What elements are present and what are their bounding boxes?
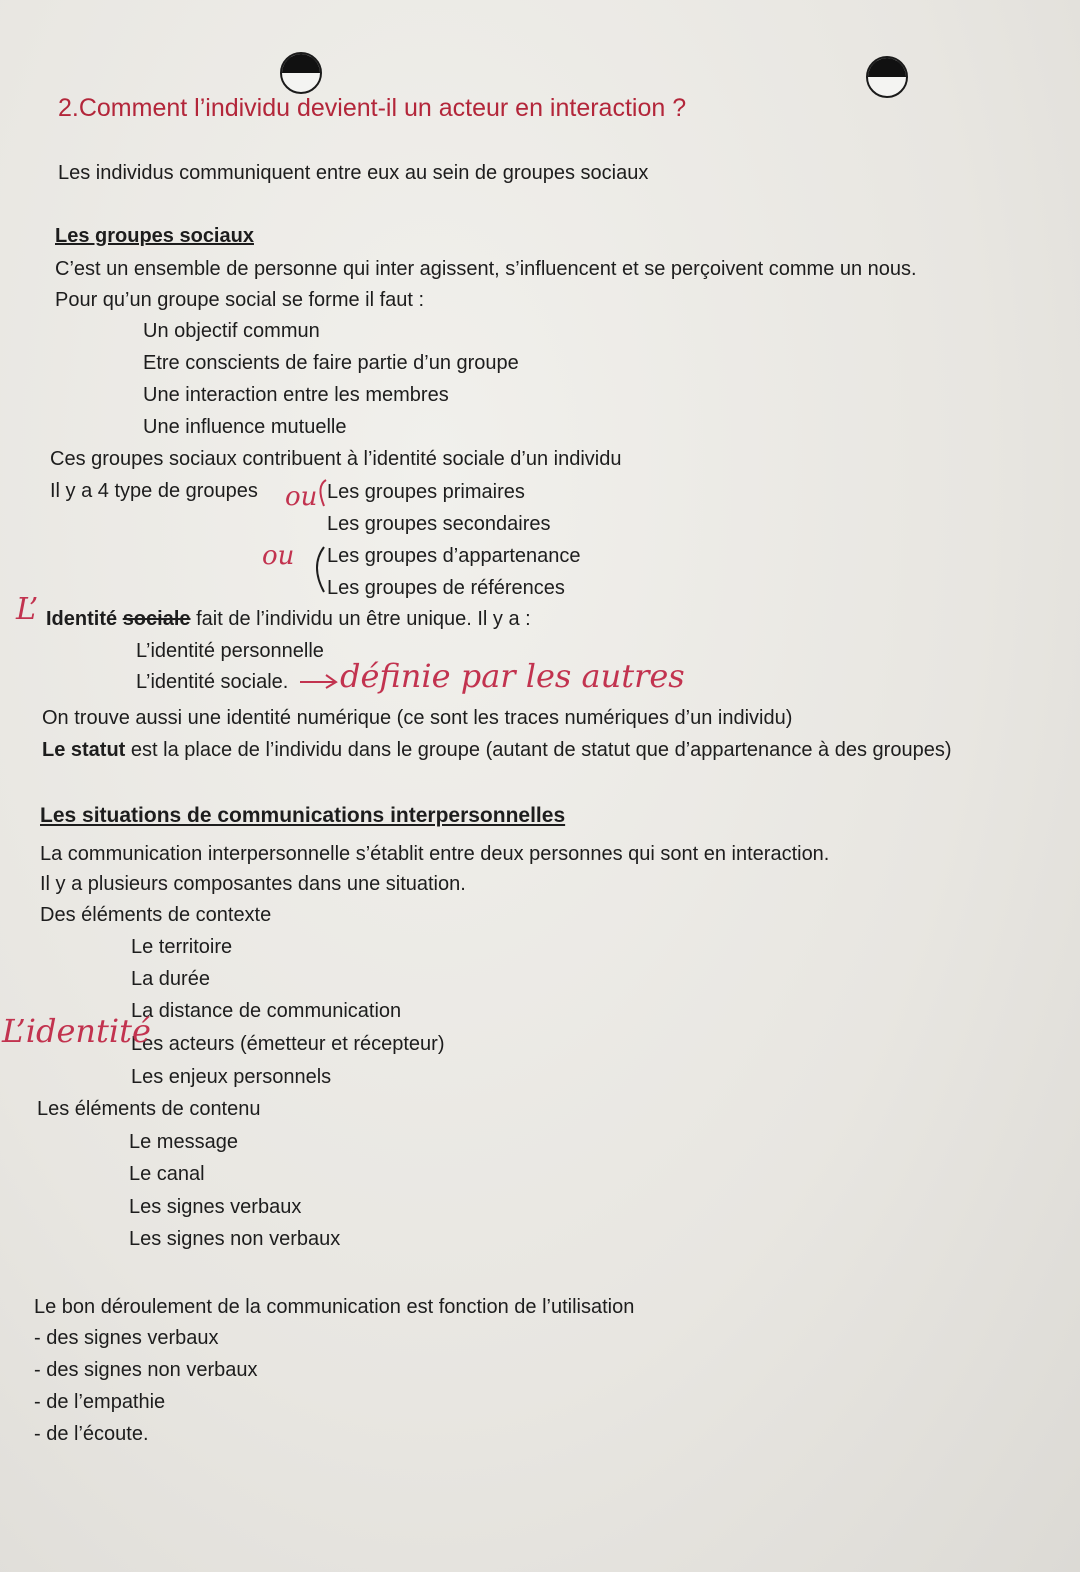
group-type-item: Les groupes d’appartenance (327, 545, 581, 567)
group-type-item: Les groupes de références (327, 577, 565, 599)
arrow-mark (298, 670, 340, 690)
communication-components: Il y a plusieurs composantes dans une situation. (40, 873, 466, 895)
context-intro: Des éléments de contexte (40, 904, 272, 926)
handwritten-definition: définie par les autres (340, 657, 685, 695)
content-item: Le message (129, 1131, 238, 1153)
punch-hole-right (866, 56, 908, 98)
factor-item: - de l’empathie (34, 1391, 166, 1413)
content-item: Les signes verbaux (129, 1196, 302, 1218)
identity-item: L’identité sociale. (136, 671, 289, 693)
handwritten-l-mark: L’ (16, 592, 39, 627)
content-intro: Les éléments de contenu (37, 1098, 261, 1120)
page-title: 2.Comment l’individu devient-il un acteur en interaction ? (58, 94, 687, 122)
identity-struck-word: sociale (122, 608, 191, 630)
bracket-mark-2 (306, 544, 328, 596)
identity-item: L’identité personnelle (136, 640, 324, 662)
communication-definition: La communication interpersonnelle s’établit entre deux personnes qui sont en interaction. (40, 843, 830, 865)
factor-item: - des signes non verbaux (34, 1359, 258, 1381)
context-item: La distance de communication (131, 1000, 402, 1022)
conditions-intro: Pour qu’un groupe social se forme il faut : (55, 289, 425, 311)
group-type-item: Les groupes primaires (327, 481, 525, 503)
types-intro: Il y a 4 type de groupes (50, 480, 258, 502)
bracket-mark-1 (310, 476, 330, 526)
condition-item: Un objectif commun (143, 320, 320, 342)
factor-item: - des signes verbaux (34, 1327, 219, 1349)
group-type-item: Les groupes secondaires (327, 513, 551, 535)
context-item: Le territoire (131, 936, 233, 958)
context-item: La durée (131, 968, 210, 990)
handwritten-ou-2: ou (262, 541, 295, 571)
context-item: Les acteurs (émetteur et récepteur) (131, 1033, 445, 1055)
status-line (42, 737, 951, 763)
condition-item: Etre conscients de faire partie d’un groupe (143, 352, 519, 374)
section-heading-groups: Les groupes sociaux (55, 225, 254, 247)
factor-item: - de l’écoute. (34, 1423, 149, 1445)
identity-rest: fait de l’individu un être unique. Il y a : (196, 608, 531, 630)
handwritten-ou-1: ou (285, 482, 318, 512)
context-item: Les enjeux personnels (131, 1066, 332, 1088)
punch-hole-left (280, 52, 322, 94)
content-item: Les signes non verbaux (129, 1228, 341, 1250)
condition-item: Une interaction entre les membres (143, 384, 449, 406)
groups-definition: C’est un ensemble de personne qui inter agissent, s’influencent et se perçoivent comme un nous. (55, 258, 917, 280)
groups-contribution: Ces groupes sociaux contribuent à l’identité sociale d’un individu (50, 448, 622, 470)
content-item: Le canal (129, 1163, 205, 1185)
status-bold: Le statut (42, 739, 126, 761)
numeric-identity: On trouve aussi une identité numérique (ce sont les traces numériques d’un individu) (42, 707, 793, 729)
conclusion-text: Le bon déroulement de la communication est fonction de l’utilisation (34, 1296, 635, 1318)
intro-text: Les individus communiquent entre eux au sein de groupes sociaux (58, 162, 649, 184)
condition-item: Une influence mutuelle (143, 416, 347, 438)
status-rest: est la place de l’individu dans le groupe (autant de statut que d’appartenance à des groupes) (130, 739, 952, 761)
identity-line (46, 606, 531, 632)
handwritten-identite: L’identité (2, 1012, 151, 1050)
identity-bold: Identité (46, 608, 118, 630)
section-heading-communication: Les situations de communications interpersonnelles (40, 804, 566, 827)
